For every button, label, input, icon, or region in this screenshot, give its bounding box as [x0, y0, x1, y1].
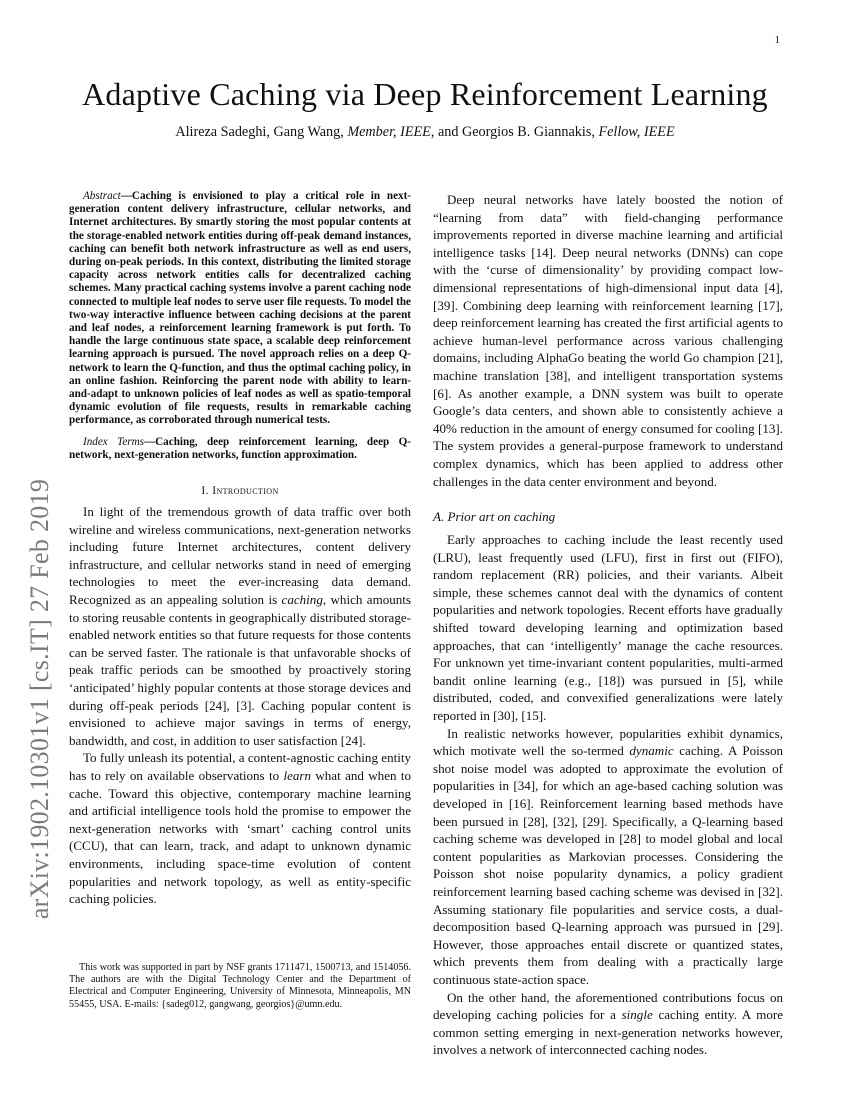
intro-p2-text-b: what and when to cache. Toward this objective, contemporary machine learning and artificial intelligence tools hold the promise to empower the next-generation networks with ‘smart’ caching control units (CCU), that can learn, track, and adapt to unknown dynamic environments, including space-time evolution of content popularities and network topology, as well as entity-specific caching policies.	[69, 767, 411, 907]
right-p3-text-a: In realistic networks however, popularities exhibit dynamics, which motivate well the so-termed	[433, 725, 783, 759]
author-names: Alireza Sadeghi, Gang Wang,	[175, 124, 348, 140]
intro-paragraph-1	[69, 503, 411, 749]
right-p4-text-a: On the other hand, the aforementioned contributions focus on developing caching policies for a	[433, 989, 783, 1023]
index-terms	[69, 436, 411, 462]
intro-p2-emphasis: learn	[283, 767, 312, 783]
right-paragraph-1: Deep neural networks have lately boosted the notion of “learning from data” with field-changing performance improvements reported in diverse machine learning and artificial intelligence tasks [14]. Deep neural networks (DNNs) can cope with the ‘curse of dimensionality’ by providing compact low-dimensional representations of high-dimensional input data [4], [39]. Combining deep learning with reinforcement learning [17], deep reinforcement learning has created the first artificial agents to achieve human-level performance across various challenging domains, including AlphaGo beating the world Go champion [21], machine translation [38], and intelligent transportation systems [6]. As another example, a DNN system was built to operate Google’s data centers, and shown able to consistently achieve a 40% reduction in the amount of energy consumed for cooling [13]. The system provides a general-purpose framework to understand complex dynamics, which has been applied to address other challenges in the data center environment and beyond.	[433, 192, 783, 489]
right-paragraph-2: Early approaches to caching include the least recently used (LRU), least frequently used (LFU), first in first out (FIFO), random replacement (RR) policies, and their variants. Albeit simple, these schemes cannot deal with the dynamics of content popularities and network topologies. Recent efforts have gradually shifted toward developing learning and optimization based approaches, that can ‘intelligently’ manage the cache resources. For unknown yet time-invariant content popularities, multi-armed bandit online learning (e.g., [18]) was pursued in [5], while distributed, coded, and convexified generalizations were lately reported in [30], [15].	[433, 532, 783, 724]
intro-paragraph-2	[69, 749, 411, 907]
intro-p1-text-a: In light of the tremendous growth of data traffic over both wireline and wireless communications, next-generation networks including future Internet architectures, content delivery infrastructure, and cellular networks stand in need of emerging technologies to meet the ever-increasing data demand. Recognized as an appealing solution is	[69, 504, 411, 608]
wang-role: Member, IEEE	[347, 124, 431, 140]
index-terms-label: Index Terms	[83, 435, 144, 448]
paper-title: Adaptive Caching via Deep Reinforcement Learning	[82, 76, 768, 112]
intro-p1-emphasis: caching	[281, 592, 323, 608]
giannakis-role: Fellow, IEEE	[598, 124, 675, 140]
right-p3-text-b: caching. A Poisson shot noise model was adopted to approximate the evolution of popularities in [34], for which an age-based caching solution was developed in [16]. Reinforcement learning based methods have been pursued in [28], [32], [29]. Specifically, a Q-learning based caching scheme was developed in [28] to model global and local content popularities as Markovian processes. Considering the Poisson shot noise popularity dynamics, a policy gradient reinforcement learning based caching scheme was devised in [32]. Assuming stationary file popularities and service costs, a dual-decomposition based Q-learning approach was pursued in [29]. However, those approaches entail discrete or quantized states, which prevents them from dealing with a practically large continuous state-action space.	[433, 743, 784, 987]
footnote: This work was supported in part by NSF grants 1711471, 1500713, and 1514056. The authors are with the Digital Technology Center and the Department of Electrical and Computer Engineering, University of Minnesota, Minneapolis, MN 55455, USA. E-mails: {sadeg012, gangwang, georgios}@umn.edu.	[69, 962, 411, 1010]
abstract-label: Abstract	[83, 190, 121, 202]
author-line	[0, 124, 850, 141]
right-p4-emphasis: single	[621, 1007, 653, 1023]
intro-p2-text-a: To fully unleash its potential, a content-agnostic caching entity has to rely on available observations to	[69, 750, 411, 783]
left-column	[69, 190, 411, 908]
right-p4-text-b: caching entity. A more common setting emerging in next-generation networks however, involves a network of interconnected caching nodes.	[433, 1007, 783, 1058]
page-number: 1	[774, 34, 780, 46]
abstract-text: —Caching is envisioned to play a critical role in next-generation content delivery infrastructure, cellular networks, and Internet architectures. By smartly storing the most popular contents at the storage-enabled network entities during off-peak demand instances, caching can benefit both network infrastructure as well as end users, during on-peak periods. In this context, distributing the limited storage capacity across network entities calls for decentralized caching schemes. Many practical caching systems involve a parent caching node connected to multiple leaf nodes to serve user file requests. To model the two-way interactive influence between caching decisions at the parent and leaf nodes, a reinforcement learning framework is put forth. To handle the large continuous state space, a scalable deep reinforcement learning approach is pursued. The novel approach relies on a deep Q-network to learn the Q-function, and thus the optimal caching policy, in an online fashion. Reinforcing the parent node with ability to learn-and-adapt to unknown policies of leaf nodes as well as spatio-temporal dynamic evolution of file requests, results in remarkable caching performance, as corroborated through numerical tests.	[69, 190, 411, 427]
right-paragraph-3	[433, 725, 783, 989]
section-number: I.	[201, 484, 213, 498]
right-column	[433, 191, 783, 1059]
right-paragraph-4	[433, 989, 783, 1059]
section-title: Introduction	[212, 484, 279, 498]
arxiv-stamp: arXiv:1902.10301v1 [cs.IT] 27 Feb 2019	[25, 478, 54, 920]
section-heading-introduction	[69, 484, 411, 497]
subsection-heading-prior-art: A. Prior art on caching	[433, 509, 556, 525]
author-conjunction: , and Georgios B. Giannakis,	[430, 124, 599, 140]
index-terms-text: —Caching, deep reinforcement learning, deep Q-network, next-generation networks, function approximation.	[69, 435, 412, 461]
right-p3-emphasis: dynamic	[629, 743, 674, 759]
intro-p1-text-b: , which amounts to storing reusable contents in geographically distributed storage-enabled network entities so that future requests for those contents can be served faster. The rationale is that unfavorable shocks of peak traffic periods can be smoothed by proactively storing ‘anticipated’ highly popular contents at those storage devices and during off-peak periods [24], [3]. Caching popular content is envisioned to achieve major savings in terms of energy, bandwidth, and cost, in addition to user satisfaction [24].	[69, 592, 411, 748]
abstract	[69, 190, 411, 428]
